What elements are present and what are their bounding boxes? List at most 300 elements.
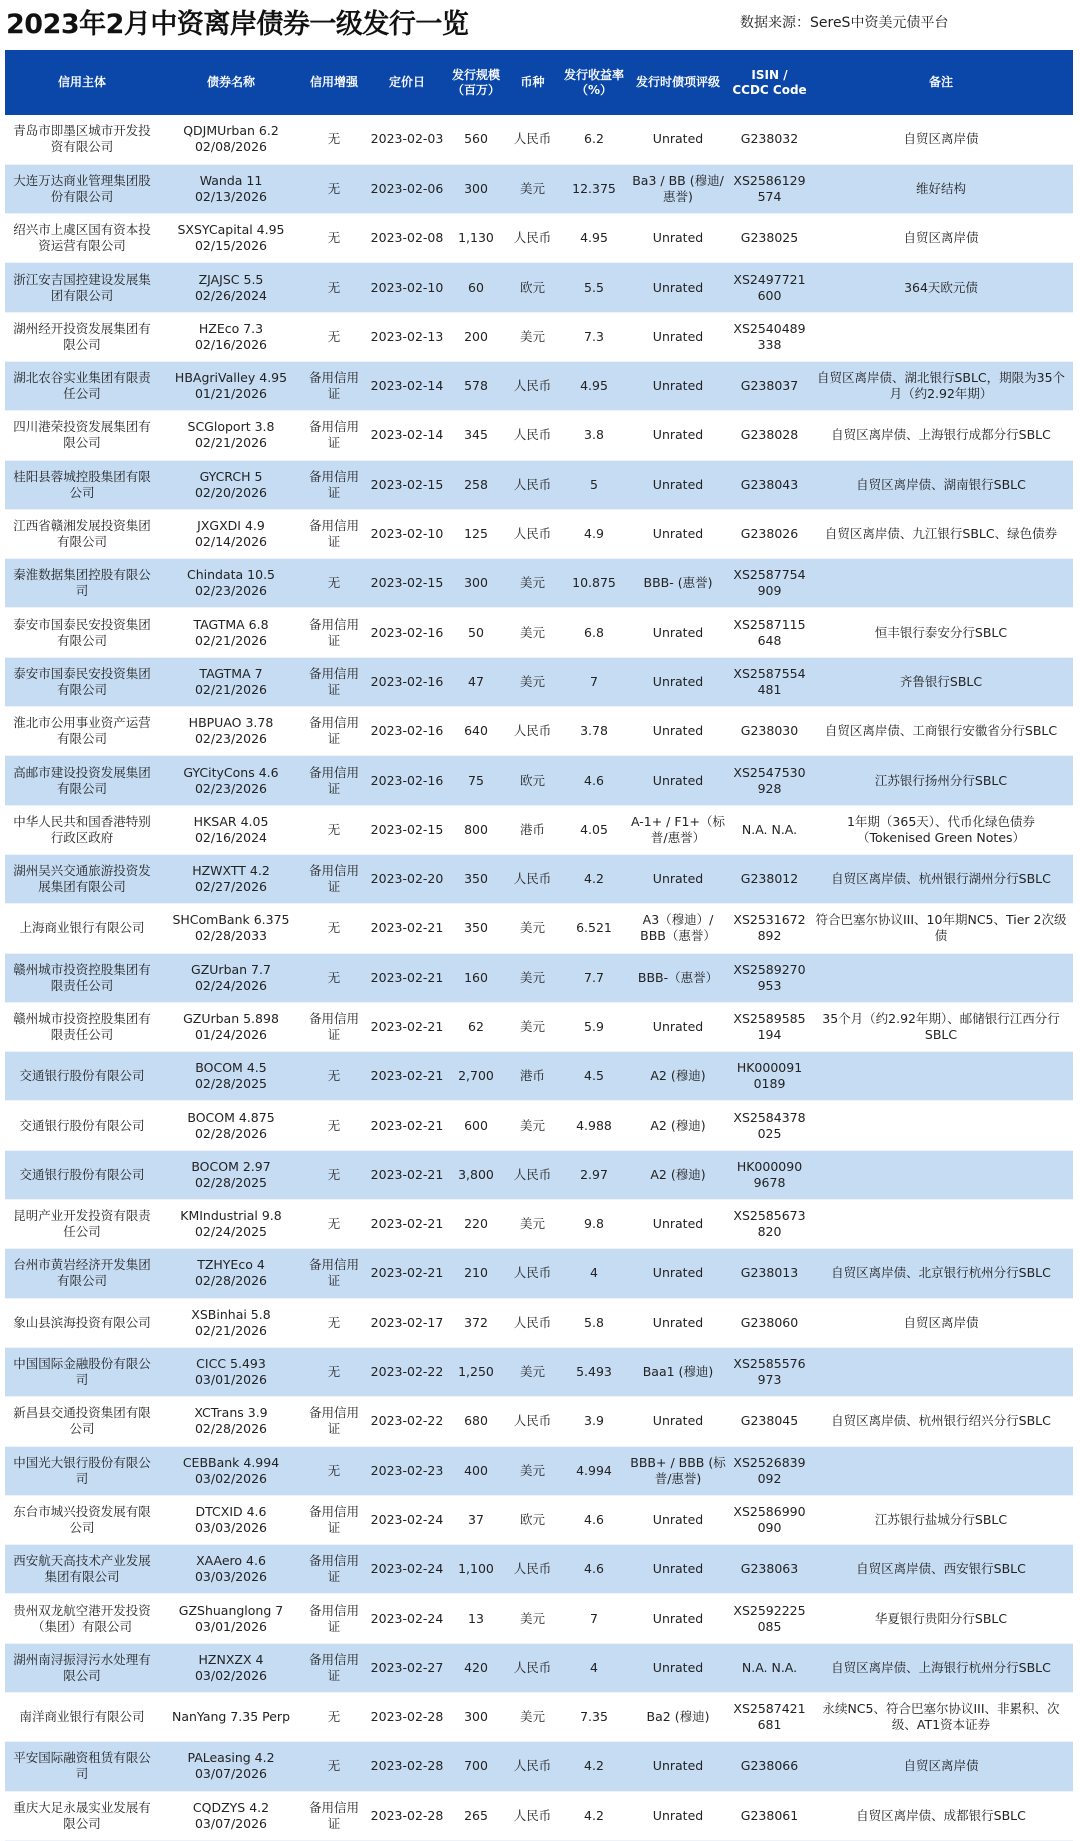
credit-enhancement-cell: 备用信用证: [303, 1495, 365, 1544]
issue-size-cell: 560: [449, 115, 503, 164]
table-header-row: [5, 50, 1073, 115]
issuer-cell: 四川港荣投资发展集团有限公司: [5, 411, 159, 460]
credit-enhancement-cell: 备用信用证: [303, 509, 365, 558]
isin-cell: XS2526839092: [730, 1446, 809, 1495]
table-row: [5, 1298, 1073, 1347]
credit-enhancement-cell: 备用信用证: [303, 608, 365, 657]
table-row: [5, 361, 1073, 410]
issuer-cell: 交通银行股份有限公司: [5, 1101, 159, 1150]
rating-cell: Unrated: [626, 214, 730, 263]
bond-name-cell: BOCOM 4.5 02/28/2025: [159, 1052, 303, 1101]
rating-cell: Unrated: [626, 1249, 730, 1298]
issue-size-cell: 210: [449, 1249, 503, 1298]
isin-cell: XS2587754909: [730, 559, 809, 608]
currency-cell: 美元: [503, 1594, 562, 1643]
notes-cell: 华夏银行贵阳分行SBLC: [809, 1594, 1073, 1643]
table-row: [5, 1791, 1073, 1840]
currency-cell: 港币: [503, 1052, 562, 1101]
rating-cell: A3（穆迪）/ BBB（惠誉）: [626, 904, 730, 953]
pricing-date-cell: 2023-02-28: [365, 1791, 449, 1840]
pricing-date-cell: 2023-02-17: [365, 1298, 449, 1347]
currency-cell: 人民币: [503, 460, 562, 509]
rating-cell: Unrated: [626, 1643, 730, 1692]
issue-size-cell: 3,800: [449, 1150, 503, 1199]
isin-cell: XS2585673820: [730, 1200, 809, 1249]
bond-name-cell: CEBBank 4.994 03/02/2026: [159, 1446, 303, 1495]
table-row: [5, 1397, 1073, 1446]
isin-cell: XS2584378025: [730, 1101, 809, 1150]
rating-cell: Unrated: [626, 1298, 730, 1347]
currency-cell: 美元: [503, 1002, 562, 1051]
page-title: 2023年2月中资离岸债券一级发行一览: [6, 9, 469, 40]
yield-cell: 3.9: [562, 1397, 626, 1446]
pricing-date-cell: 2023-02-13: [365, 312, 449, 361]
yield-cell: 4.95: [562, 361, 626, 410]
credit-enhancement-cell: 无: [303, 1347, 365, 1396]
isin-cell: G238043: [730, 460, 809, 509]
yield-cell: 5.5: [562, 263, 626, 312]
rating-cell: Unrated: [626, 1397, 730, 1446]
rating-cell: A-1+ / F1+（标普/惠誉）: [626, 805, 730, 854]
pricing-date-cell: 2023-02-14: [365, 361, 449, 410]
bond-name-cell: TAGTMA 6.8 02/21/2026: [159, 608, 303, 657]
table-row: [5, 411, 1073, 460]
notes-cell: 自贸区离岸债、成都银行SBLC: [809, 1791, 1073, 1840]
bond-name-cell: HZEco 7.3 02/16/2026: [159, 312, 303, 361]
yield-cell: 2.97: [562, 1150, 626, 1199]
currency-cell: 人民币: [503, 1545, 562, 1594]
rating-cell: Unrated: [626, 1200, 730, 1249]
isin-cell: G238063: [730, 1545, 809, 1594]
issuer-cell: 大连万达商业管理集团股份有限公司: [5, 164, 159, 213]
notes-cell: 自贸区离岸债、上海银行成都分行SBLC: [809, 411, 1073, 460]
data-source-label: 数据来源：SereS中资美元债平台: [740, 15, 949, 31]
bond-name-cell: GZUrban 5.898 01/24/2026: [159, 1002, 303, 1051]
issue-size-cell: 300: [449, 559, 503, 608]
pricing-date-cell: 2023-02-20: [365, 854, 449, 903]
yield-cell: 4.5: [562, 1052, 626, 1101]
issue-size-cell: 50: [449, 608, 503, 657]
issue-size-cell: 220: [449, 1200, 503, 1249]
bond-name-cell: NanYang 7.35 Perp: [159, 1693, 303, 1742]
issuer-cell: 泰安市国泰民安投资集团有限公司: [5, 657, 159, 706]
table-row: [5, 559, 1073, 608]
issuer-cell: 中国光大银行股份有限公司: [5, 1446, 159, 1495]
credit-enhancement-cell: 备用信用证: [303, 1643, 365, 1692]
rating-cell: Unrated: [626, 411, 730, 460]
notes-cell: 35个月（约2.92年期）、邮储银行江西分行SBLC: [809, 1002, 1073, 1051]
notes-cell: 自贸区离岸债、西安银行SBLC: [809, 1545, 1073, 1594]
table-row: [5, 1052, 1073, 1101]
credit-enhancement-cell: 备用信用证: [303, 1594, 365, 1643]
yield-cell: 4.95: [562, 214, 626, 263]
issue-size-cell: 1,100: [449, 1545, 503, 1594]
pricing-date-cell: 2023-02-15: [365, 805, 449, 854]
rating-cell: A2 (穆迪): [626, 1150, 730, 1199]
bond-name-cell: BOCOM 4.875 02/28/2026: [159, 1101, 303, 1150]
currency-cell: 美元: [503, 1446, 562, 1495]
table-row: [5, 953, 1073, 1002]
issuer-cell: 桂阳县蓉城控股集团有限公司: [5, 460, 159, 509]
issuer-cell: 象山县滨海投资有限公司: [5, 1298, 159, 1347]
yield-cell: 4.6: [562, 1545, 626, 1594]
isin-cell: G238026: [730, 509, 809, 558]
column-header-bond-name: 债券名称: [159, 50, 303, 115]
notes-cell: 自贸区离岸债: [809, 115, 1073, 164]
credit-enhancement-cell: 无: [303, 1742, 365, 1791]
notes-cell: 恒丰银行泰安分行SBLC: [809, 608, 1073, 657]
bond-name-cell: HBAgriValley 4.95 01/21/2026: [159, 361, 303, 410]
notes-cell: 自贸区离岸债、湖南银行SBLC: [809, 460, 1073, 509]
issuer-cell: 新昌县交通投资集团有限公司: [5, 1397, 159, 1446]
column-header-yield: 发行收益率（%）: [562, 50, 626, 115]
rating-cell: A2 (穆迪): [626, 1101, 730, 1150]
pricing-date-cell: 2023-02-21: [365, 1002, 449, 1051]
bond-name-cell: CQDZYS 4.2 03/07/2026: [159, 1791, 303, 1840]
notes-cell: [809, 1347, 1073, 1396]
notes-cell: 自贸区离岸债、杭州银行湖州分行SBLC: [809, 854, 1073, 903]
credit-enhancement-cell: 无: [303, 1052, 365, 1101]
table-row: [5, 608, 1073, 657]
bond-name-cell: TAGTMA 7 02/21/2026: [159, 657, 303, 706]
credit-enhancement-cell: 备用信用证: [303, 1002, 365, 1051]
rating-cell: Unrated: [626, 115, 730, 164]
credit-enhancement-cell: 无: [303, 115, 365, 164]
bond-name-cell: GYCityCons 4.6 02/23/2026: [159, 756, 303, 805]
currency-cell: 港币: [503, 805, 562, 854]
table-row: [5, 707, 1073, 756]
rating-cell: Ba3 / BB (穆迪/惠誉): [626, 164, 730, 213]
column-header-pricing-date: 定价日: [365, 50, 449, 115]
notes-cell: 364天欧元债: [809, 263, 1073, 312]
isin-cell: G238030: [730, 707, 809, 756]
issuer-cell: 赣州城市投资控股集团有限责任公司: [5, 1002, 159, 1051]
yield-cell: 3.78: [562, 707, 626, 756]
isin-cell: G238066: [730, 1742, 809, 1791]
rating-cell: BBB+ / BBB (标普/惠誉): [626, 1446, 730, 1495]
rating-cell: Unrated: [626, 608, 730, 657]
column-header-credit-enhancement: 信用增强: [303, 50, 365, 115]
notes-cell: 自贸区离岸债、北京银行杭州分行SBLC: [809, 1249, 1073, 1298]
issuer-cell: 东台市城兴投资发展有限公司: [5, 1495, 159, 1544]
isin-cell: XS2589585194: [730, 1002, 809, 1051]
issuer-cell: 平安国际融资租赁有限公司: [5, 1742, 159, 1791]
isin-cell: XS2587554481: [730, 657, 809, 706]
notes-cell: 自贸区离岸债、杭州银行绍兴分行SBLC: [809, 1397, 1073, 1446]
issuer-cell: 交通银行股份有限公司: [5, 1150, 159, 1199]
yield-cell: 3.8: [562, 411, 626, 460]
bond-name-cell: TZHYEco 4 02/28/2026: [159, 1249, 303, 1298]
notes-cell: 江苏银行盐城分行SBLC: [809, 1495, 1073, 1544]
isin-cell: HK0000909678: [730, 1150, 809, 1199]
pricing-date-cell: 2023-02-22: [365, 1347, 449, 1396]
credit-enhancement-cell: 备用信用证: [303, 1397, 365, 1446]
currency-cell: 美元: [503, 904, 562, 953]
credit-enhancement-cell: 无: [303, 1446, 365, 1495]
issuer-cell: 秦淮数据集团控股有限公司: [5, 559, 159, 608]
isin-cell: XS2587115648: [730, 608, 809, 657]
notes-cell: [809, 953, 1073, 1002]
rating-cell: Unrated: [626, 756, 730, 805]
yield-cell: 4.6: [562, 756, 626, 805]
currency-cell: 人民币: [503, 1742, 562, 1791]
pricing-date-cell: 2023-02-24: [365, 1594, 449, 1643]
table-row: [5, 1495, 1073, 1544]
yield-cell: 5.9: [562, 1002, 626, 1051]
bond-name-cell: ZJAJSC 5.5 02/26/2024: [159, 263, 303, 312]
issuer-cell: 台州市黄岩经济开发集团有限公司: [5, 1249, 159, 1298]
issuer-cell: 南洋商业银行有限公司: [5, 1693, 159, 1742]
table-row: [5, 1150, 1073, 1199]
issuer-cell: 中国国际金融股份有限公司: [5, 1347, 159, 1396]
isin-cell: XS2586129574: [730, 164, 809, 213]
issue-size-cell: 640: [449, 707, 503, 756]
bond-name-cell: GYCRCH 5 02/20/2026: [159, 460, 303, 509]
issue-size-cell: 400: [449, 1446, 503, 1495]
table-row: [5, 1742, 1073, 1791]
isin-cell: XS2547530928: [730, 756, 809, 805]
issue-size-cell: 345: [449, 411, 503, 460]
rating-cell: Unrated: [626, 361, 730, 410]
currency-cell: 美元: [503, 657, 562, 706]
currency-cell: 人民币: [503, 707, 562, 756]
bond-name-cell: Chindata 10.5 02/23/2026: [159, 559, 303, 608]
bond-name-cell: KMIndustrial 9.8 02/24/2025: [159, 1200, 303, 1249]
bond-name-cell: HKSAR 4.05 02/16/2024: [159, 805, 303, 854]
notes-cell: 符合巴塞尔协议III、10年期NC5、Tier 2次级债: [809, 904, 1073, 953]
table-row: [5, 1643, 1073, 1692]
rating-cell: Unrated: [626, 1594, 730, 1643]
issue-size-cell: 60: [449, 263, 503, 312]
table-row: [5, 115, 1073, 164]
yield-cell: 7: [562, 1594, 626, 1643]
issue-size-cell: 200: [449, 312, 503, 361]
currency-cell: 欧元: [503, 1495, 562, 1544]
pricing-date-cell: 2023-02-21: [365, 1150, 449, 1199]
issue-size-cell: 420: [449, 1643, 503, 1692]
rating-cell: Unrated: [626, 1002, 730, 1051]
notes-cell: 永续NC5、符合巴塞尔协议III、非累积、次级、AT1资本证券: [809, 1693, 1073, 1742]
yield-cell: 6.8: [562, 608, 626, 657]
issue-size-cell: 160: [449, 953, 503, 1002]
yield-cell: 12.375: [562, 164, 626, 213]
isin-cell: HK0000910189: [730, 1052, 809, 1101]
currency-cell: 人民币: [503, 411, 562, 460]
issuer-cell: 湖州南浔振浔污水处理有限公司: [5, 1643, 159, 1692]
issuer-cell: 湖北农谷实业集团有限责任公司: [5, 361, 159, 410]
pricing-date-cell: 2023-02-16: [365, 657, 449, 706]
pricing-date-cell: 2023-02-21: [365, 1200, 449, 1249]
rating-cell: BBB-（惠誉）: [626, 953, 730, 1002]
notes-cell: 自贸区离岸债、上海银行杭州分行SBLC: [809, 1643, 1073, 1692]
credit-enhancement-cell: 无: [303, 904, 365, 953]
credit-enhancement-cell: 无: [303, 1150, 365, 1199]
issuer-cell: 淮北市公用事业资产运营有限公司: [5, 707, 159, 756]
credit-enhancement-cell: 备用信用证: [303, 1791, 365, 1840]
currency-cell: 人民币: [503, 1791, 562, 1840]
yield-cell: 7: [562, 657, 626, 706]
table-row: [5, 756, 1073, 805]
issuer-cell: 高邮市建设投资发展集团有限公司: [5, 756, 159, 805]
issue-size-cell: 300: [449, 164, 503, 213]
pricing-date-cell: 2023-02-16: [365, 756, 449, 805]
credit-enhancement-cell: 无: [303, 559, 365, 608]
issuer-cell: 昆明产业开发投资有限责任公司: [5, 1200, 159, 1249]
rating-cell: BBB- (惠誉): [626, 559, 730, 608]
yield-cell: 4.988: [562, 1101, 626, 1150]
yield-cell: 4.6: [562, 1495, 626, 1544]
issuer-cell: 湖州经开投资发展集团有限公司: [5, 312, 159, 361]
notes-cell: [809, 1446, 1073, 1495]
bond-name-cell: GZUrban 7.7 02/24/2026: [159, 953, 303, 1002]
notes-cell: 自贸区离岸债: [809, 1298, 1073, 1347]
pricing-date-cell: 2023-02-28: [365, 1742, 449, 1791]
currency-cell: 欧元: [503, 756, 562, 805]
pricing-date-cell: 2023-02-16: [365, 608, 449, 657]
bond-name-cell: GZShuanglong 7 03/01/2026: [159, 1594, 303, 1643]
yield-cell: 4: [562, 1643, 626, 1692]
bond-name-cell: XAAero 4.6 03/03/2026: [159, 1545, 303, 1594]
rating-cell: Unrated: [626, 1545, 730, 1594]
yield-cell: 6.521: [562, 904, 626, 953]
pricing-date-cell: 2023-02-21: [365, 1101, 449, 1150]
yield-cell: 4.05: [562, 805, 626, 854]
credit-enhancement-cell: 备用信用证: [303, 707, 365, 756]
currency-cell: 人民币: [503, 854, 562, 903]
yield-cell: 5.8: [562, 1298, 626, 1347]
credit-enhancement-cell: 备用信用证: [303, 411, 365, 460]
currency-cell: 人民币: [503, 1150, 562, 1199]
isin-cell: N.A. N.A.: [730, 805, 809, 854]
table-row: [5, 1693, 1073, 1742]
isin-cell: XS2587421681: [730, 1693, 809, 1742]
rating-cell: Unrated: [626, 707, 730, 756]
column-header-rating: 发行时债项评级: [626, 50, 730, 115]
bond-name-cell: XCTrans 3.9 02/28/2026: [159, 1397, 303, 1446]
credit-enhancement-cell: 无: [303, 805, 365, 854]
pricing-date-cell: 2023-02-22: [365, 1397, 449, 1446]
currency-cell: 美元: [503, 1101, 562, 1150]
currency-cell: 美元: [503, 164, 562, 213]
table-row: [5, 657, 1073, 706]
column-header-notes: 备注: [809, 50, 1073, 115]
yield-cell: 4.994: [562, 1446, 626, 1495]
issuer-cell: 中华人民共和国香港特别行政区政府: [5, 805, 159, 854]
pricing-date-cell: 2023-02-24: [365, 1545, 449, 1594]
issue-size-cell: 13: [449, 1594, 503, 1643]
notes-cell: 自贸区离岸债、工商银行安徽省分行SBLC: [809, 707, 1073, 756]
table-row: [5, 1446, 1073, 1495]
currency-cell: 人民币: [503, 509, 562, 558]
notes-cell: [809, 1101, 1073, 1150]
notes-cell: [809, 1150, 1073, 1199]
yield-cell: 6.2: [562, 115, 626, 164]
yield-cell: 9.8: [562, 1200, 626, 1249]
pricing-date-cell: 2023-02-28: [365, 1693, 449, 1742]
currency-cell: 美元: [503, 1200, 562, 1249]
pricing-date-cell: 2023-02-15: [365, 460, 449, 509]
bond-name-cell: SCGloport 3.8 02/21/2026: [159, 411, 303, 460]
isin-cell: G238012: [730, 854, 809, 903]
page-header: [0, 0, 1080, 48]
issuer-cell: 青岛市即墨区城市开发投资有限公司: [5, 115, 159, 164]
table-row: [5, 214, 1073, 263]
currency-cell: 美元: [503, 1693, 562, 1742]
pricing-date-cell: 2023-02-06: [365, 164, 449, 213]
isin-cell: XS2589270953: [730, 953, 809, 1002]
table-row: [5, 1200, 1073, 1249]
isin-cell: XS2585576973: [730, 1347, 809, 1396]
currency-cell: 人民币: [503, 361, 562, 410]
rating-cell: Unrated: [626, 657, 730, 706]
pricing-date-cell: 2023-02-10: [365, 263, 449, 312]
currency-cell: 人民币: [503, 115, 562, 164]
bond-name-cell: SXSYCapital 4.95 02/15/2026: [159, 214, 303, 263]
credit-enhancement-cell: 无: [303, 1200, 365, 1249]
bond-name-cell: HZWXTT 4.2 02/27/2026: [159, 854, 303, 903]
pricing-date-cell: 2023-02-23: [365, 1446, 449, 1495]
issue-size-cell: 2,700: [449, 1052, 503, 1101]
notes-cell: 自贸区离岸债、九江银行SBLC、绿色债券: [809, 509, 1073, 558]
notes-cell: 齐鲁银行SBLC: [809, 657, 1073, 706]
notes-cell: [809, 312, 1073, 361]
bond-issuance-table: [5, 50, 1073, 1841]
notes-cell: 自贸区离岸债: [809, 1742, 1073, 1791]
table-row: [5, 509, 1073, 558]
table-row: [5, 263, 1073, 312]
issue-size-cell: 37: [449, 1495, 503, 1544]
rating-cell: A2 (穆迪): [626, 1052, 730, 1101]
rating-cell: Baa1 (穆迪): [626, 1347, 730, 1396]
column-header-issue-size: 发行规模（百万）: [449, 50, 503, 115]
rating-cell: Unrated: [626, 1742, 730, 1791]
credit-enhancement-cell: 无: [303, 214, 365, 263]
yield-cell: 4.2: [562, 1742, 626, 1791]
table-row: [5, 1545, 1073, 1594]
credit-enhancement-cell: 无: [303, 312, 365, 361]
pricing-date-cell: 2023-02-21: [365, 1249, 449, 1298]
isin-cell: XS2592225085: [730, 1594, 809, 1643]
credit-enhancement-cell: 无: [303, 1693, 365, 1742]
yield-cell: 7.35: [562, 1693, 626, 1742]
rating-cell: Unrated: [626, 1791, 730, 1840]
rating-cell: Unrated: [626, 263, 730, 312]
issue-size-cell: 75: [449, 756, 503, 805]
issuer-cell: 西安航天高技术产业发展集团有限公司: [5, 1545, 159, 1594]
issue-size-cell: 1,250: [449, 1347, 503, 1396]
issue-size-cell: 300: [449, 1693, 503, 1742]
yield-cell: 10.875: [562, 559, 626, 608]
table-row: [5, 904, 1073, 953]
currency-cell: 人民币: [503, 214, 562, 263]
isin-cell: N.A. N.A.: [730, 1643, 809, 1692]
notes-cell: [809, 1052, 1073, 1101]
notes-cell: 自贸区离岸债: [809, 214, 1073, 263]
issuer-cell: 泰安市国泰民安投资集团有限公司: [5, 608, 159, 657]
table-row: [5, 1347, 1073, 1396]
rating-cell: Unrated: [626, 509, 730, 558]
table-row: [5, 1002, 1073, 1051]
table-row: [5, 164, 1073, 213]
bond-name-cell: Wanda 11 02/13/2026: [159, 164, 303, 213]
table-row: [5, 1101, 1073, 1150]
pricing-date-cell: 2023-02-27: [365, 1643, 449, 1692]
bond-name-cell: DTCXID 4.6 03/03/2026: [159, 1495, 303, 1544]
isin-cell: G238013: [730, 1249, 809, 1298]
issue-size-cell: 680: [449, 1397, 503, 1446]
column-header-issuer: 信用主体: [5, 50, 159, 115]
pricing-date-cell: 2023-02-14: [365, 411, 449, 460]
